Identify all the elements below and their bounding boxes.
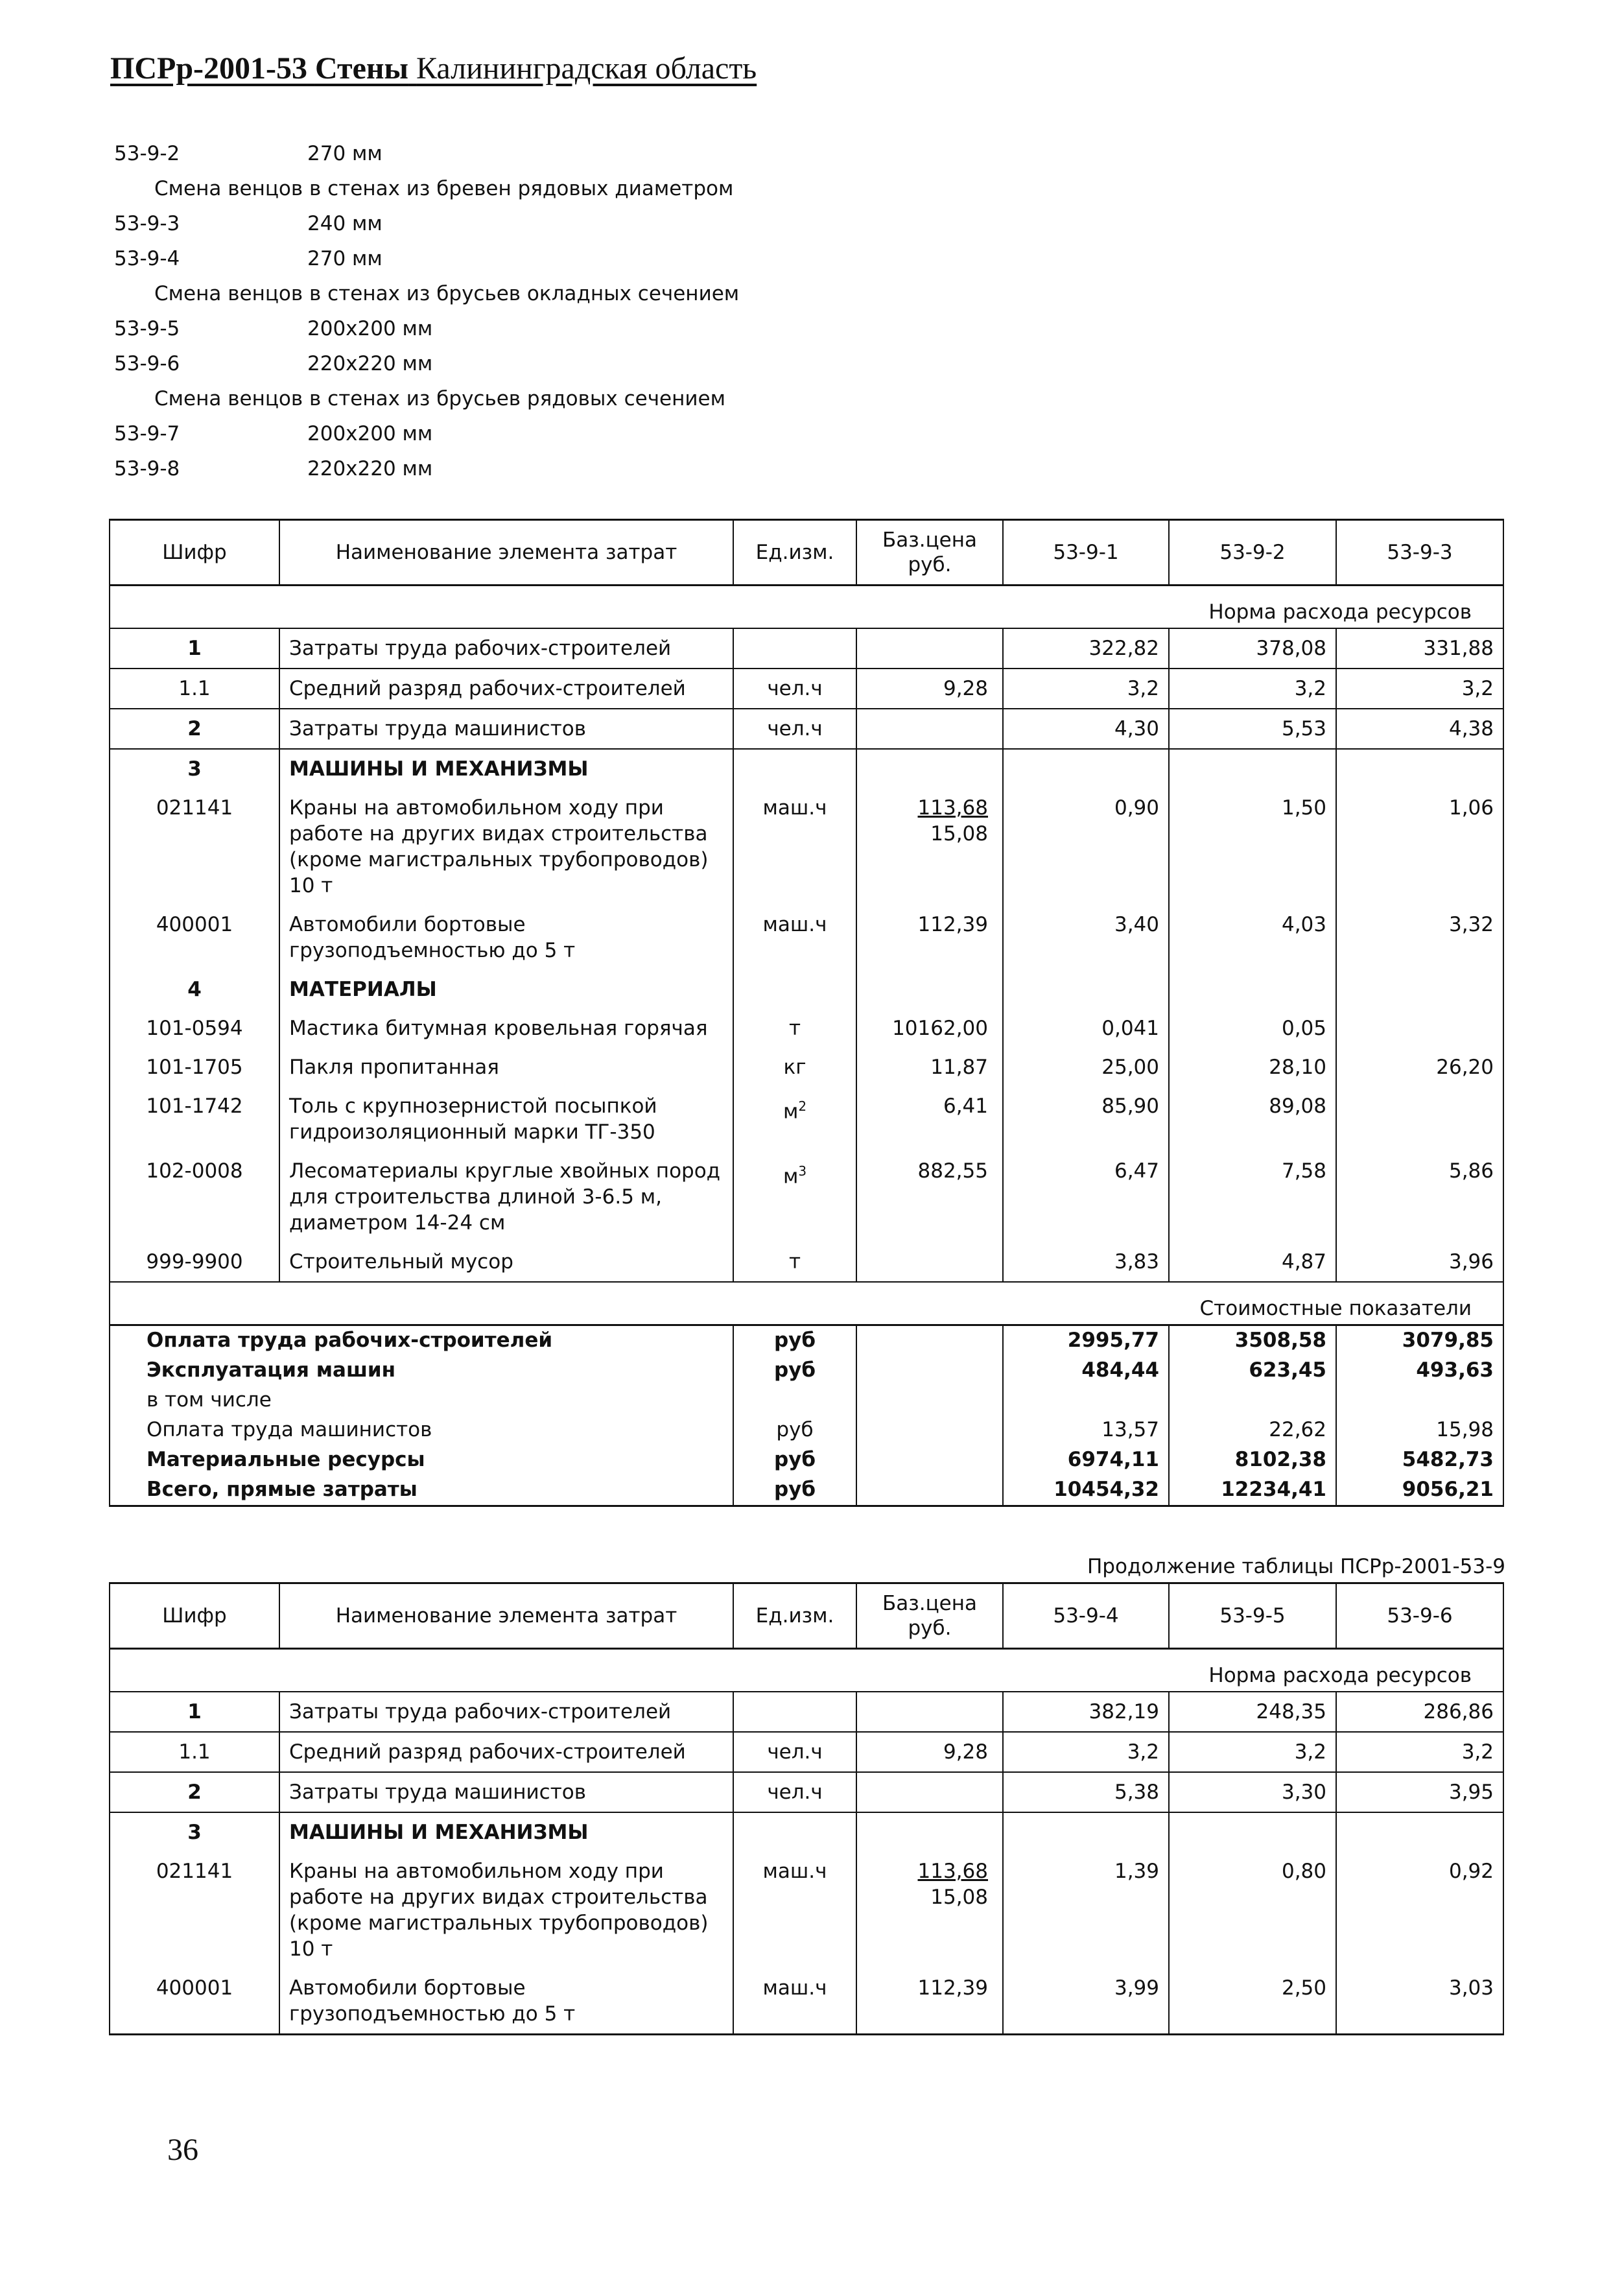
cost-value [1003, 1386, 1169, 1415]
table-row [110, 788, 1503, 905]
row-norm-value: 4,30 [1003, 709, 1169, 749]
intro-size: 200x200 мм [307, 317, 433, 340]
row-norm-value: 5,53 [1169, 709, 1336, 749]
cost-row [110, 1415, 1503, 1445]
row-price [856, 788, 1003, 905]
row-norm-value: 3,2 [1003, 1732, 1169, 1772]
header-norm-code: 53-9-4 [1003, 1583, 1169, 1649]
intro-code: 53-9-4 [114, 247, 180, 270]
row-name: Толь с крупнозернистой посыпкой гидроизоляционный марки ТГ-350 [279, 1087, 733, 1152]
table-row [110, 669, 1503, 709]
header-unit: Ед.изм. [733, 520, 856, 586]
row-price-line1: 113,68 [917, 1860, 988, 1883]
header-norm-code: 53-9-3 [1336, 520, 1503, 586]
intro-code: 53-9-7 [114, 422, 180, 445]
row-norm-value: 4,87 [1169, 1242, 1336, 1282]
row-price [856, 709, 1003, 749]
row-name: Затраты труда рабочих-строителей [279, 1692, 733, 1732]
cost-unit: руб [733, 1445, 856, 1475]
cost-value [1336, 1386, 1503, 1415]
intro-line [114, 276, 1476, 311]
row-price [856, 1048, 1003, 1087]
cost-label: Оплата труда рабочих-строителей [110, 1325, 733, 1356]
row-norm-value: 26,20 [1336, 1048, 1503, 1087]
cost-label: Всего, прямые затраты [110, 1475, 733, 1506]
cost-value: 10454,32 [1003, 1475, 1169, 1506]
page-header [110, 51, 757, 86]
row-code: 2 [110, 1772, 279, 1812]
row-unit-text: кг [783, 1056, 806, 1079]
row-unit [733, 788, 856, 905]
row-norm-value: 3,40 [1003, 905, 1169, 970]
resource-table-1 [109, 519, 1504, 1507]
row-name: МАШИНЫ И МЕХАНИЗМЫ [279, 1812, 733, 1852]
row-norm-value: 382,19 [1003, 1692, 1169, 1732]
intro-line [114, 136, 1476, 171]
cost-value: 2995,77 [1003, 1325, 1169, 1356]
row-name: Пакля пропитанная [279, 1048, 733, 1087]
intro-code: 53-9-8 [114, 457, 180, 480]
row-unit-text: маш.ч [762, 1860, 827, 1883]
row-norm-value: 89,08 [1169, 1087, 1336, 1152]
row-code: 3 [110, 1812, 279, 1852]
intro-size: 200x200 мм [307, 422, 433, 445]
header-region: Калининградская область [416, 51, 757, 86]
row-code: 400001 [110, 1969, 279, 2035]
row-norm-value: 2,50 [1169, 1969, 1336, 2035]
row-unit [733, 1692, 856, 1732]
intro-line [114, 171, 1476, 206]
row-norm-value: 1,39 [1003, 1852, 1169, 1969]
norm-section-label: Норма расхода ресурсов [110, 1649, 1503, 1692]
table-row [110, 1087, 1503, 1152]
header-section: Стены [314, 51, 409, 86]
row-price-line2: 15,08 [930, 822, 988, 846]
cost-price-empty [856, 1356, 1003, 1386]
table-row [110, 1242, 1503, 1282]
row-norm-value [1336, 970, 1503, 1009]
row-unit [733, 1732, 856, 1772]
norm-section-label: Норма расхода ресурсов [110, 586, 1503, 629]
cost-row [110, 1356, 1503, 1386]
cost-label: Эксплуатация машин [110, 1356, 733, 1386]
row-norm-value: 0,041 [1003, 1009, 1169, 1048]
cost-value: 13,57 [1003, 1415, 1169, 1445]
row-price-value: 9,28 [943, 1740, 988, 1764]
row-norm-value: 3,03 [1336, 1969, 1503, 2035]
row-code: 3 [110, 749, 279, 788]
row-norm-value [1336, 1087, 1503, 1152]
row-unit [733, 1812, 856, 1852]
row-norm-value: 4,38 [1336, 709, 1503, 749]
row-price-value: 112,39 [917, 1976, 988, 2000]
table-header-row [110, 1583, 1503, 1649]
row-norm-value [1003, 749, 1169, 788]
row-price [856, 1852, 1003, 1969]
cost-value: 3508,58 [1169, 1325, 1336, 1356]
cost-unit: руб [733, 1356, 856, 1386]
intro-line [114, 451, 1476, 486]
resource-table-2 [109, 1582, 1504, 2035]
row-unit [733, 749, 856, 788]
row-code: 021141 [110, 1852, 279, 1969]
row-unit-sup: 2 [798, 1098, 807, 1114]
row-price [856, 749, 1003, 788]
row-code: 102-0008 [110, 1152, 279, 1242]
row-norm-value: 3,2 [1336, 669, 1503, 709]
row-name: Средний разряд рабочих-строителей [279, 669, 733, 709]
row-price [856, 669, 1003, 709]
row-norm-value: 3,99 [1003, 1969, 1169, 2035]
cost-value: 6974,11 [1003, 1445, 1169, 1475]
cost-unit: руб [733, 1325, 856, 1356]
row-norm-value: 7,58 [1169, 1152, 1336, 1242]
header-name: Наименование элемента затрат [279, 1583, 733, 1649]
cost-value [1169, 1386, 1336, 1415]
row-name: Автомобили бортовые грузоподъемностью до 5 т [279, 905, 733, 970]
cost-price-empty [856, 1445, 1003, 1475]
row-price-value: 112,39 [917, 913, 988, 936]
row-unit [733, 905, 856, 970]
row-norm-value [1169, 749, 1336, 788]
row-norm-value: 1,50 [1169, 788, 1336, 905]
cost-unit: руб [733, 1475, 856, 1506]
table-row [110, 1852, 1503, 1969]
row-unit [733, 1852, 856, 1969]
cost-price-empty [856, 1475, 1003, 1506]
row-price-line1: 113,68 [917, 796, 988, 820]
cost-value: 484,44 [1003, 1356, 1169, 1386]
header-price: Баз.цена руб. [856, 1583, 1003, 1649]
row-norm-value: 0,80 [1169, 1852, 1336, 1969]
row-norm-value [1003, 970, 1169, 1009]
row-norm-value: 331,88 [1336, 628, 1503, 669]
table-row [110, 1732, 1503, 1772]
row-name: Затраты труда машинистов [279, 709, 733, 749]
row-price-value: 10162,00 [892, 1017, 988, 1040]
intro-code: 53-9-3 [114, 212, 180, 235]
table-row [110, 1692, 1503, 1732]
intro-code: 53-9-5 [114, 317, 180, 340]
header-code: Шифр [110, 520, 279, 586]
row-code: 1.1 [110, 669, 279, 709]
row-price [856, 628, 1003, 669]
intro-line [114, 416, 1476, 451]
header-norm-code: 53-9-2 [1169, 520, 1336, 586]
row-norm-value: 248,35 [1169, 1692, 1336, 1732]
row-name: Лесоматериалы круглые хвойных пород для строительства длиной 3-6.5 м, диаметром 14-24 см [279, 1152, 733, 1242]
row-name: МАТЕРИАЛЫ [279, 970, 733, 1009]
intro-desc: Смена венцов в стенах из брусьев рядовых сечением [154, 387, 725, 410]
row-norm-value: 85,90 [1003, 1087, 1169, 1152]
row-norm-value: 0,90 [1003, 788, 1169, 905]
row-code: 2 [110, 709, 279, 749]
table-row [110, 749, 1503, 788]
cost-unit [733, 1386, 856, 1415]
row-unit [733, 1048, 856, 1087]
row-norm-value: 28,10 [1169, 1048, 1336, 1087]
row-price [856, 905, 1003, 970]
header-code: Шифр [110, 1583, 279, 1649]
cost-value: 15,98 [1336, 1415, 1503, 1445]
row-norm-value: 5,86 [1336, 1152, 1503, 1242]
row-code: 101-1742 [110, 1087, 279, 1152]
intro-line [114, 346, 1476, 381]
intro-size: 240 мм [307, 212, 382, 235]
row-norm-value: 3,2 [1169, 669, 1336, 709]
row-price [856, 1772, 1003, 1812]
row-norm-value [1336, 1009, 1503, 1048]
header-code: ПСРр-2001-53 [110, 51, 307, 86]
row-unit [733, 628, 856, 669]
cost-value: 9056,21 [1336, 1475, 1503, 1506]
row-unit-text: чел.ч [767, 1740, 823, 1764]
row-unit-text: маш.ч [762, 913, 827, 936]
cost-value: 12234,41 [1169, 1475, 1336, 1506]
row-norm-value: 4,03 [1169, 905, 1336, 970]
cost-row [110, 1325, 1503, 1356]
row-norm-value [1336, 1812, 1503, 1852]
cost-price-empty [856, 1415, 1003, 1445]
row-unit-text: чел.ч [767, 717, 823, 740]
page-number: 36 [167, 2133, 198, 2167]
row-price-value: 11,87 [930, 1056, 988, 1079]
row-norm-value: 3,83 [1003, 1242, 1169, 1282]
header-norm-code: 53-9-1 [1003, 520, 1169, 586]
row-norm-value: 3,96 [1336, 1242, 1503, 1282]
cost-value: 8102,38 [1169, 1445, 1336, 1475]
row-unit [733, 1242, 856, 1282]
row-name: МАШИНЫ И МЕХАНИЗМЫ [279, 749, 733, 788]
row-code: 4 [110, 970, 279, 1009]
row-price [856, 970, 1003, 1009]
row-norm-value [1336, 749, 1503, 788]
row-norm-value [1169, 970, 1336, 1009]
row-price [856, 1692, 1003, 1732]
cost-value: 623,45 [1169, 1356, 1336, 1386]
row-norm-value [1003, 1812, 1169, 1852]
row-code: 101-0594 [110, 1009, 279, 1048]
row-name: Автомобили бортовые грузоподъемностью до 5 т [279, 1969, 733, 2035]
row-norm-value: 3,2 [1169, 1732, 1336, 1772]
row-price [856, 1732, 1003, 1772]
row-norm-value: 3,2 [1336, 1732, 1503, 1772]
cost-price-empty [856, 1325, 1003, 1356]
table-row [110, 1812, 1503, 1852]
norm-section-row [110, 1649, 1503, 1692]
row-unit [733, 1969, 856, 2035]
row-norm-value: 322,82 [1003, 628, 1169, 669]
table-row [110, 905, 1503, 970]
cost-value: 5482,73 [1336, 1445, 1503, 1475]
intro-size: 220x220 мм [307, 352, 433, 375]
intro-line [114, 241, 1476, 276]
row-unit-text: маш.ч [762, 1976, 827, 2000]
row-code: 999-9900 [110, 1242, 279, 1282]
row-name: Краны на автомобильном ходу при работе на других видах строительства (кроме магистральных трубопроводов) 10 т [279, 788, 733, 905]
row-name: Строительный мусор [279, 1242, 733, 1282]
intro-desc: Смена венцов в стенах из брусьев окладных сечением [154, 282, 740, 305]
row-unit [733, 1772, 856, 1812]
intro-size: 270 мм [307, 142, 382, 165]
row-code: 400001 [110, 905, 279, 970]
row-unit [733, 709, 856, 749]
row-name: Краны на автомобильном ходу при работе на других видах строительства (кроме магистральных трубопроводов) 10 т [279, 1852, 733, 1969]
row-norm-value: 1,06 [1336, 788, 1503, 905]
table-row [110, 1009, 1503, 1048]
row-name: Мастика битумная кровельная горячая [279, 1009, 733, 1048]
continuation-label: Продолжение таблицы ПСРр-2001-53-9 [1087, 1555, 1505, 1578]
row-norm-value: 0,92 [1336, 1852, 1503, 1969]
row-unit-text: т [788, 1017, 801, 1040]
row-unit [733, 970, 856, 1009]
cost-unit: руб [733, 1415, 856, 1445]
intro-line [114, 206, 1476, 241]
header-name: Наименование элемента затрат [279, 520, 733, 586]
row-norm-value [1169, 1812, 1336, 1852]
table-row [110, 1152, 1503, 1242]
row-unit-text: т [788, 1250, 801, 1273]
row-name: Средний разряд рабочих-строителей [279, 1732, 733, 1772]
intro-code: 53-9-6 [114, 352, 180, 375]
row-name: Затраты труда рабочих-строителей [279, 628, 733, 669]
intro-code: 53-9-2 [114, 142, 180, 165]
row-price [856, 1152, 1003, 1242]
row-norm-value: 5,38 [1003, 1772, 1169, 1812]
row-price [856, 1969, 1003, 2035]
header-unit: Ед.изм. [733, 1583, 856, 1649]
table-row [110, 1772, 1503, 1812]
cost-value: 22,62 [1169, 1415, 1336, 1445]
cost-section-label: Стоимостные показатели [110, 1282, 1503, 1325]
table-row [110, 709, 1503, 749]
row-unit-text: м [783, 1165, 799, 1189]
cost-row [110, 1475, 1503, 1506]
table-row [110, 1969, 1503, 2035]
row-code: 1 [110, 1692, 279, 1732]
cost-value: 3079,85 [1336, 1325, 1503, 1356]
row-price-value: 6,41 [943, 1095, 988, 1118]
row-code: 101-1705 [110, 1048, 279, 1087]
intro-desc: Смена венцов в стенах из бревен рядовых диаметром [154, 177, 734, 200]
cost-price-empty [856, 1386, 1003, 1415]
row-unit-sup: 3 [798, 1163, 807, 1179]
row-unit-text: маш.ч [762, 796, 827, 820]
table-header-row [110, 520, 1503, 586]
row-unit-text: м [783, 1100, 799, 1124]
row-code: 1 [110, 628, 279, 669]
row-unit [733, 1087, 856, 1152]
cost-label: Оплата труда машинистов [110, 1415, 733, 1445]
row-norm-value: 3,95 [1336, 1772, 1503, 1812]
row-unit-text: чел.ч [767, 677, 823, 700]
row-price-value: 9,28 [943, 677, 988, 700]
table-row [110, 970, 1503, 1009]
intro-list [114, 136, 1476, 486]
intro-line [114, 311, 1476, 346]
row-norm-value: 6,47 [1003, 1152, 1169, 1242]
row-price-line2: 15,08 [930, 1886, 988, 1909]
row-unit-text: чел.ч [767, 1781, 823, 1804]
norm-section-row [110, 586, 1503, 629]
cost-label: Материальные ресурсы [110, 1445, 733, 1475]
cost-label: в том числе [110, 1386, 733, 1415]
cost-row [110, 1386, 1503, 1415]
row-price [856, 1812, 1003, 1852]
header-norm-code: 53-9-6 [1336, 1583, 1503, 1649]
table-row [110, 628, 1503, 669]
row-norm-value: 3,32 [1336, 905, 1503, 970]
intro-size: 220x220 мм [307, 457, 433, 480]
cost-value: 493,63 [1336, 1356, 1503, 1386]
row-norm-value: 0,05 [1169, 1009, 1336, 1048]
row-code: 1.1 [110, 1732, 279, 1772]
row-norm-value: 3,2 [1003, 669, 1169, 709]
row-unit [733, 669, 856, 709]
row-norm-value: 3,30 [1169, 1772, 1336, 1812]
row-name: Затраты труда машинистов [279, 1772, 733, 1812]
row-unit [733, 1152, 856, 1242]
header-norm-code: 53-9-5 [1169, 1583, 1336, 1649]
row-norm-value: 378,08 [1169, 628, 1336, 669]
row-code: 021141 [110, 788, 279, 905]
cost-section-row [110, 1282, 1503, 1325]
row-norm-value: 286,86 [1336, 1692, 1503, 1732]
row-price [856, 1242, 1003, 1282]
intro-size: 270 мм [307, 247, 382, 270]
row-price [856, 1009, 1003, 1048]
row-price [856, 1087, 1003, 1152]
table-row [110, 1048, 1503, 1087]
cost-row [110, 1445, 1503, 1475]
intro-line [114, 381, 1476, 416]
row-norm-value: 25,00 [1003, 1048, 1169, 1087]
header-price: Баз.цена руб. [856, 520, 1003, 586]
row-price-value: 882,55 [917, 1159, 988, 1183]
row-unit [733, 1009, 856, 1048]
